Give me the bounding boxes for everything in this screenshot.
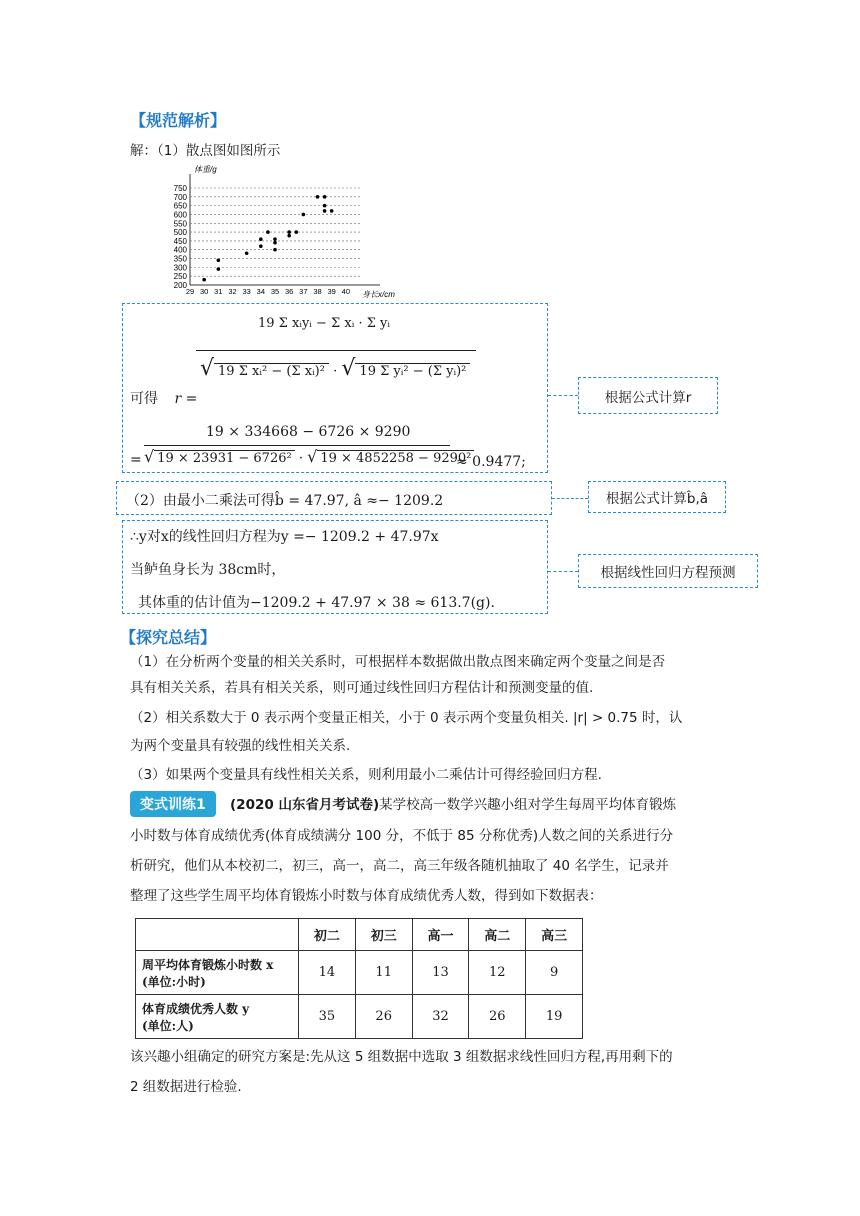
table-cell: 26 [355, 995, 412, 1039]
y-tick-label: 300 [173, 263, 187, 273]
table-header: 初三 [355, 919, 412, 951]
y-tick-label: 400 [173, 245, 187, 255]
note-compute-r [578, 377, 718, 414]
problem-line3: 析研究，他们从本校初二，初三，高一，高二，高三年级各随机抽取了 40 名学生，记录并 [130, 858, 669, 874]
r-label [130, 388, 197, 408]
r-numerator-text: 19 Σ xᵢyᵢ − Σ xᵢ · Σ yᵢ [258, 316, 391, 331]
data-point [259, 244, 263, 248]
y-tick-label: 600 [173, 210, 187, 220]
num-den-left: 19 × 23931 − 6726² [154, 450, 295, 466]
row1-label-main: 周平均体育锻炼小时数 x [142, 957, 274, 972]
table-cell: 11 [355, 951, 412, 995]
variant-training-tag: 变式训练1 [130, 791, 216, 817]
data-point [302, 213, 306, 217]
x-tick-label: 35 [270, 287, 280, 296]
table-row [136, 951, 583, 995]
table-header: 高一 [412, 919, 469, 951]
y-tick-label: 650 [173, 201, 187, 211]
data-point [202, 278, 206, 282]
data-point [217, 259, 221, 263]
y-tick-label: 450 [173, 236, 187, 246]
closing-line2: 2 组数据进行检验. [130, 1079, 242, 1095]
r-result: ≈ 0.9477; [456, 454, 526, 470]
y-tick-label: 550 [173, 219, 187, 229]
x-tick-label: 37 [299, 287, 308, 296]
data-point [323, 209, 327, 213]
y-tick-label: 700 [173, 192, 187, 202]
data-point [266, 230, 270, 234]
note-compute-r-text: 根据公式计算r [604, 389, 692, 406]
table-header: 初二 [299, 919, 356, 951]
numeric-numerator: 19 × 334668 − 6726 × 9290 [206, 424, 411, 440]
den-right: 19 Σ yᵢ² − (Σ yᵢ)² [355, 363, 470, 379]
data-point [323, 195, 327, 199]
problem-line1-text: 某学校高一数学兴趣小组对学生每周平均体育锻炼 [379, 797, 677, 813]
y-tick-label: 750 [173, 184, 187, 193]
table-cell: 13 [412, 951, 469, 995]
note-compute-ab-text: 根据公式计算b̂,â [605, 491, 709, 507]
r-numerator [258, 316, 390, 331]
x-tick-label: 30 [199, 287, 209, 296]
ked-text: 可得 [130, 391, 158, 407]
data-point [287, 234, 291, 238]
step3-line3: 其体重的估计值为−1209.2 + 47.97 × 38 ≈ 613.7(g). [138, 595, 495, 611]
x-tick-label: 39 [327, 287, 336, 296]
table-cell: 19 [526, 995, 583, 1039]
den-left: 19 Σ xᵢ² − (Σ xᵢ)² [214, 363, 329, 379]
data-point [273, 248, 277, 252]
x-tick-label: 29 [185, 287, 195, 296]
table-header: 高三 [526, 919, 583, 951]
data-point [273, 237, 277, 241]
table-header-row [136, 919, 583, 951]
table-corner [136, 919, 299, 951]
note-predict [578, 554, 758, 588]
x-tick-label: 34 [256, 287, 266, 296]
summary-p3: （3）如果两个变量具有线性相关关系，则利用最小二乘估计可得经验回归方程. [130, 767, 602, 783]
table-cell: 32 [412, 995, 469, 1039]
table-cell: 9 [526, 951, 583, 995]
table-cell: 14 [299, 951, 356, 995]
data-point [217, 267, 221, 271]
note-predict-text: 根据线性回归方程预测 [600, 565, 736, 581]
step2-text: （2）由最小二乘法可得b̂ = 47.97, â ≈− 1209.2 [126, 493, 444, 509]
r-denominator: √ 19 Σ xᵢ² − (Σ xᵢ)² · √ 19 Σ yᵢ² − (Σ yᵢ)² [200, 356, 470, 381]
problem-line2: 小时数与体育成绩优秀(体育成绩满分 100 分，不低于 85 分称优秀)人数之间的关系进行分 [130, 828, 674, 844]
row2-label-unit: (单位:人) [142, 1018, 194, 1033]
connector-2 [552, 498, 588, 499]
problem-source: (2020 山东省月考试卷) [230, 797, 380, 813]
note-compute-ab [588, 481, 726, 513]
data-table [135, 918, 583, 1039]
fraction-bar [196, 350, 476, 351]
x-tick-label: 33 [242, 287, 251, 296]
numeric-fraction-bar [144, 445, 450, 446]
table-cell: 26 [469, 995, 526, 1039]
summary-p2a: （2）相关系数大于 0 表示两个变量正相关，小于 0 表示两个变量负相关. |r| > 0.75 时，认 [130, 710, 683, 726]
step3-line2: 当鲈鱼身长为 38cm时， [130, 562, 286, 578]
y-tick-label: 250 [173, 272, 187, 282]
solution-intro: 解：（1）散点图如图所示 [130, 143, 281, 159]
problem-line1 [230, 795, 676, 815]
step3-line1: ∴y对x的线性回归方程为y =− 1209.2 + 47.97x [130, 529, 439, 545]
table-row [136, 995, 583, 1039]
numeric-denominator: √ 19 × 23931 − 6726² · √ 19 × 4852258 − 9290² [144, 447, 474, 466]
x-tick-label: 36 [284, 287, 294, 296]
data-point [287, 230, 291, 234]
num-den-right: 19 × 4852258 − 9290² [317, 450, 474, 466]
scatter-plot [160, 160, 400, 300]
table-cell: 12 [469, 951, 526, 995]
problem-line4: 整理了这些学生周平均体育锻炼小时数与体育成绩优秀人数，得到如下数据表： [130, 888, 603, 904]
x-axis-label: 身长x/cm [362, 290, 395, 299]
connector-3 [548, 571, 578, 572]
section-heading-analysis: 【规范解析】 [130, 111, 227, 130]
summary-p1a: （1）在分析两个变量的相关关系时，可根据样本数据做出散点图来确定两个变量之间是否 [130, 654, 666, 670]
summary-p2b: 为两个变量具有较强的线性相关关系. [130, 738, 351, 754]
r-eq: r = [174, 391, 198, 407]
data-point [330, 209, 334, 213]
row-label [136, 951, 299, 995]
x-tick-label: 40 [341, 287, 351, 296]
row1-label-unit: (单位:小时) [142, 974, 206, 989]
table-cell: 35 [299, 995, 356, 1039]
row2-label-main: 体育成绩优秀人数 y [142, 1001, 250, 1016]
data-point [273, 241, 277, 245]
y-tick-label: 500 [173, 228, 187, 238]
x-tick-label: 38 [313, 287, 322, 296]
data-point [294, 230, 298, 234]
y-axis-label: 体重/g [194, 165, 217, 174]
data-point [259, 237, 263, 241]
connector-1 [548, 395, 578, 396]
x-tick-label: 31 [214, 287, 223, 296]
data-point [316, 195, 320, 199]
table-header: 高二 [469, 919, 526, 951]
data-point [323, 204, 327, 208]
row-label [136, 995, 299, 1039]
eq-sign: = [130, 452, 142, 468]
data-point [245, 251, 249, 255]
y-tick-label: 200 [173, 281, 187, 290]
closing-line1: 该兴趣小组确定的研究方案是:先从这 5 组数据中选取 3 组数据求线性回归方程,再用剩下的 [130, 1049, 673, 1065]
section-heading-summary: 【探究总结】 [120, 628, 217, 647]
x-tick-label: 32 [228, 287, 237, 296]
summary-p1b: 具有相关关系，若具有相关关系，则可通过线性回归方程估计和预测变量的值. [130, 680, 594, 696]
y-tick-label: 350 [173, 254, 187, 264]
